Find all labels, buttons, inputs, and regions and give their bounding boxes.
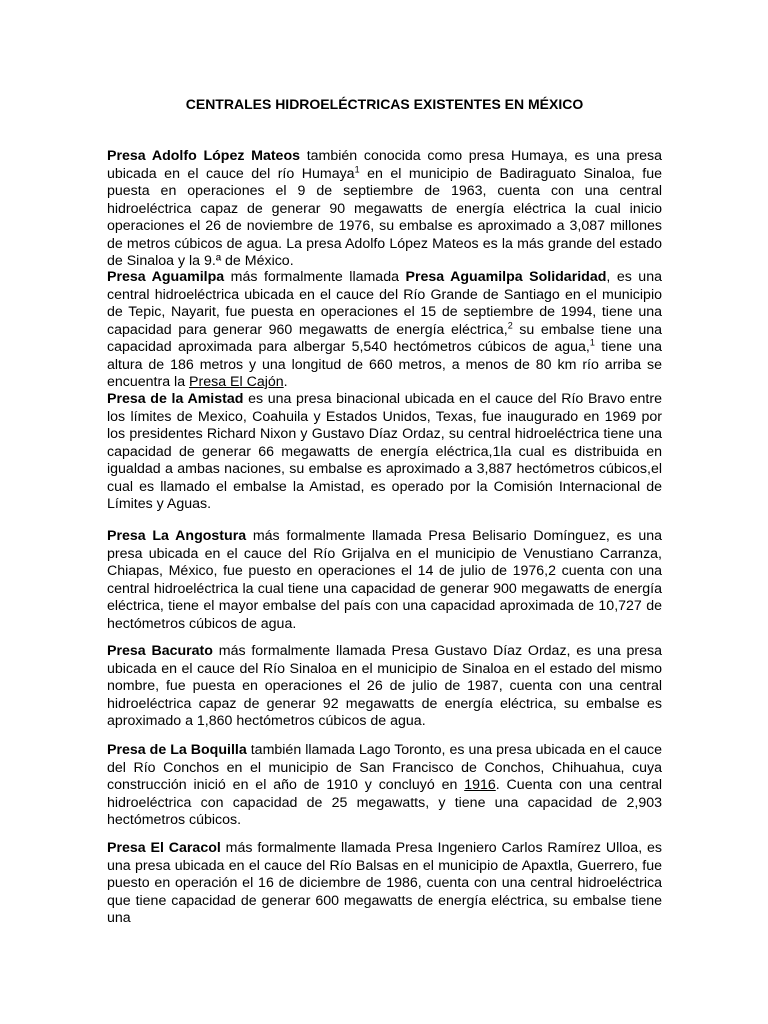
paragraph-la-amistad bbox=[107, 391, 662, 514]
paragraph-text: más formalmente llamada bbox=[224, 269, 406, 285]
dam-name: Presa La Angostura bbox=[107, 528, 247, 544]
footnote-ref: 1 bbox=[589, 337, 595, 348]
paragraph-text: es una presa binacional ubicada en el cauce del Río Bravo entre los límites de Mexico, Coahuila y Estados Unidos, Texas, fue inaugurado en 1969 por los presidentes Richard Nixon y Gustavo Díaz Ordaz, su central hidroeléctrica tiene una capacidad de generar 66 megawatts de energía eléctrica,1la cual es distribuida en igualdad a ambas naciones, su embalse es aproximado a 3,887 hectómetros cúbicos,el cual es llamado el embalse la Amistad, es operado por la Comisión Internacional de Límites y Aguas. bbox=[107, 391, 662, 512]
dam-formal-name: Presa Aguamilpa Solidaridad bbox=[405, 269, 607, 285]
paragraph-text: su embalse tiene una capacidad aproximada para albergar 5,540 hectómetros cúbicos de agua, bbox=[107, 321, 662, 355]
link-presa-el-cajon[interactable]: Presa El Cajón bbox=[189, 374, 284, 390]
dam-name: Presa de la Amistad bbox=[107, 391, 244, 407]
paragraph-text: tiene una altura de 186 metros y una longitud de 660 metros, a menos de 80 km río arriba se encuentra la bbox=[107, 339, 662, 390]
paragraph-el-caracol bbox=[107, 840, 662, 928]
paragraph-adolfo-lopez-mateos bbox=[107, 148, 662, 271]
paragraph-text: también conocida como presa Humaya, es una presa ubicada en el cauce del río Humaya bbox=[107, 148, 662, 182]
dam-name: Presa El Caracol bbox=[107, 840, 221, 856]
paragraph-la-angostura bbox=[107, 528, 662, 633]
page-title: CENTRALES HIDROELÉCTRICAS EXISTENTES EN MÉXICO bbox=[185, 96, 584, 112]
paragraph-aguamilpa bbox=[107, 269, 662, 392]
footnote-ref: 1 bbox=[354, 163, 360, 174]
link-1916[interactable]: 1916 bbox=[464, 777, 496, 793]
paragraph-text: más formalmente llamada Presa Ingeniero Carlos Ramírez Ulloa, es una presa ubicada en el cauce del Río Balsas en el municipio de Apaxtla, Guerrero, fue puesto en operación el 16 de diciembre de 1986, cuenta con una central hidroeléctrica que tiene capacidad de generar 600 megawatts de energía eléctrica, su embalse tiene una bbox=[107, 840, 662, 926]
paragraph-text: . Cuenta con una central hidroeléctrica con capacidad de 25 megawatts, y tiene una capacidad de 2,903 hectómetros cúbicos. bbox=[107, 777, 662, 828]
paragraph-text: , es una central hidroeléctrica ubicada en el cauce del Río Grande de Santiago en el municipio de Tepic, Nayarit, fue puesta en operaciones el 15 de septiembre de 1994, tiene una capacidad para generar 960 megawatts de energía eléctrica, bbox=[107, 269, 662, 338]
paragraph-bacurato bbox=[107, 643, 662, 731]
paragraph-text: más formalmente llamada Presa Gustavo Díaz Ordaz, es una presa ubicada en el cauce del Río Sinaloa en el municipio de Sinaloa en el estado del mismo nombre, fue puesta en operaciones el 26 de julio de 1987, cuenta con una central hidroeléctrica capaz de generar 92 megawatts de energía eléctrica, su embalse es aproximado a 1,860 hectómetros cúbicos de agua. bbox=[107, 643, 663, 729]
paragraph-text: . bbox=[283, 374, 288, 390]
paragraph-text: en el municipio de Badiraguato Sinaloa, fue puesta en operaciones el 9 de septiembre de 1963, cuenta con una central hidroeléctrica capaz de generar 90 megawatts de energía eléctrica la cual inicio operaciones el 26 de noviembre de 1976, su embalse es aproximado a 3,087 millones de metros cúbicos de agua. La presa Adolfo López Mateos es la más grande del estado de Sinaloa y la 9.ª de México. bbox=[107, 165, 662, 269]
paragraph-text: también llamada Lago Toronto, es una presa ubicada en el cauce del Río Conchos en el municipio de San Francisco de Conchos, Chihuahua, cuya construcción inició en el año de 1910 y concluyó en bbox=[107, 742, 662, 793]
dam-name: Presa Bacurato bbox=[107, 643, 213, 659]
dam-name: Presa de La Boquilla bbox=[107, 742, 247, 758]
dam-name: Presa Aguamilpa bbox=[107, 269, 225, 285]
paragraph-text: más formalmente llamada Presa Belisario Domínguez, es una presa ubicada en el cauce del Río Grijalva en el municipio de Venustiano Carranza, Chiapas, México, fue puesto en operaciones el 14 de julio de 1976,2 cuenta con una central hidroeléctrica la cual tiene una capacidad de generar 900 megawatts de energía eléctrica, tiene el mayor embalse del país con una capacidad aproximada de 10,727 de hectómetros cúbicos de agua. bbox=[107, 528, 662, 632]
paragraph-la-boquilla bbox=[107, 742, 662, 830]
footnote-ref: 2 bbox=[507, 319, 513, 330]
dam-name: Presa Adolfo López Mateos bbox=[107, 148, 301, 164]
